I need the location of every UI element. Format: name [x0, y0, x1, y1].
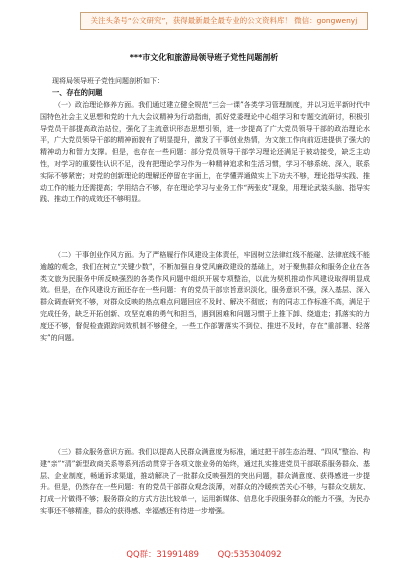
document-title: ***市文化和旅游局领导班子党性问题剖析 — [129, 53, 279, 62]
paragraph-1: （一）政治理论修养方面。我们通过建立健全规范“三会一课”各类学习管理制度，并以习近平新时代中国特色社会主义思想和党的十九大会议精神为行动指南，抓好党委理论中心组学习和专题交流研讨，积极引导党员干部提高政治站位，强化了主流意识形态思想引领，进一步提高了广大党员领导干部的政治理论水平，广大党员领导干部的精神面貌有了明显提升，激发了干事创业热情，为文旅工作向前迈进提供了强大的精神动力和智力支撑。但是，也存在一些问题：部分党员领导干部学习理论还满足于被动接受，缺乏主动性，对学习的重要性认识不足，没有把理论学习作为一种精神追求和生活习惯，学习不够系统、深入，联系实际不够紧密；对党的创新理论的理解还停留在字面上，在学懂弄通做实上下功夫不够，理论指导实践、推动工作的能力还需提高；学用结合不够，存在理论学习与业务工作“两张皮”现象，用理论武装头脑、指导实践、推动工作的成效还不够明显。 — [40, 101, 370, 204]
paragraph-3: （三）群众服务意识方面。我们以提高人民群众满意度为标准，通过把干部生态治理、“四风”整治、构建“亲”“清”新型政商关系等系列活动贯穿于各项文旅业务的始终，通过扎实推进党员干部联系服务群众、基层、企业制度，畅通诉求渠道，推动解决了一批群众反映强烈的突出问题，群众满意度、获得感进一步提升。但是，仍然存在一些问题：有的党员干部群众观念淡薄，对群众的冷暖疾苦关心不够，与群众交朋友、打成一片做得不够；服务群众的方式方法比较单一，运用新媒体、信息化手段服务群众的能力不强，为民办实事还不够精准，群众的获得感、幸福感还有待进一步增强。 — [40, 448, 370, 515]
section-heading: 一、存在的问题 — [52, 88, 103, 97]
intro-paragraph: 现将局领导班子党性问题剖析如下： — [52, 77, 164, 85]
footer-qq-group: QQ群：31991489 — [126, 549, 199, 559]
top-banner — [0, 0, 408, 40]
banner-text: 关注头条号“公文研究”，获得最新最全最专业的公文资料库！ 微信：gongwenyj — [90, 16, 358, 25]
paragraph-2: （二）干事创业作风方面。为了严格履行作风建设主体责任，牢固树立法律红线不能碰、法律底线不能逾越的观念，我们在树立“关键少数”，不断加强自身党风廉政建设的基础上，对于聚焦群众和服务企业在各类文旅为民服务中所反映强烈的各类作风问题中组织开展专项整治，以此为契机推动作风建设取得明显成效。但是，在作风建设方面还存在一些问题：有的党员干部宗旨意识淡化，服务意识不强，深入基层、深入群众调查研究不够，对群众反映的热点难点问题回应不及时、解决不彻底；有的同志工作标准不高，满足于完成任务，缺乏开拓创新、攻坚克难的勇气和担当，遇到困难和问题习惯于上推下卸、绕道走；抓落实的力度还不够，督促检查跟踪问效机制不够健全，一些工作部署落实不到位、推进不及时，存在“重部署、轻落实”的问题。 — [40, 251, 370, 342]
footer-contact — [0, 548, 408, 560]
promo-banner — [80, 12, 368, 30]
footer-qq: QQ:535304092 — [217, 549, 282, 559]
